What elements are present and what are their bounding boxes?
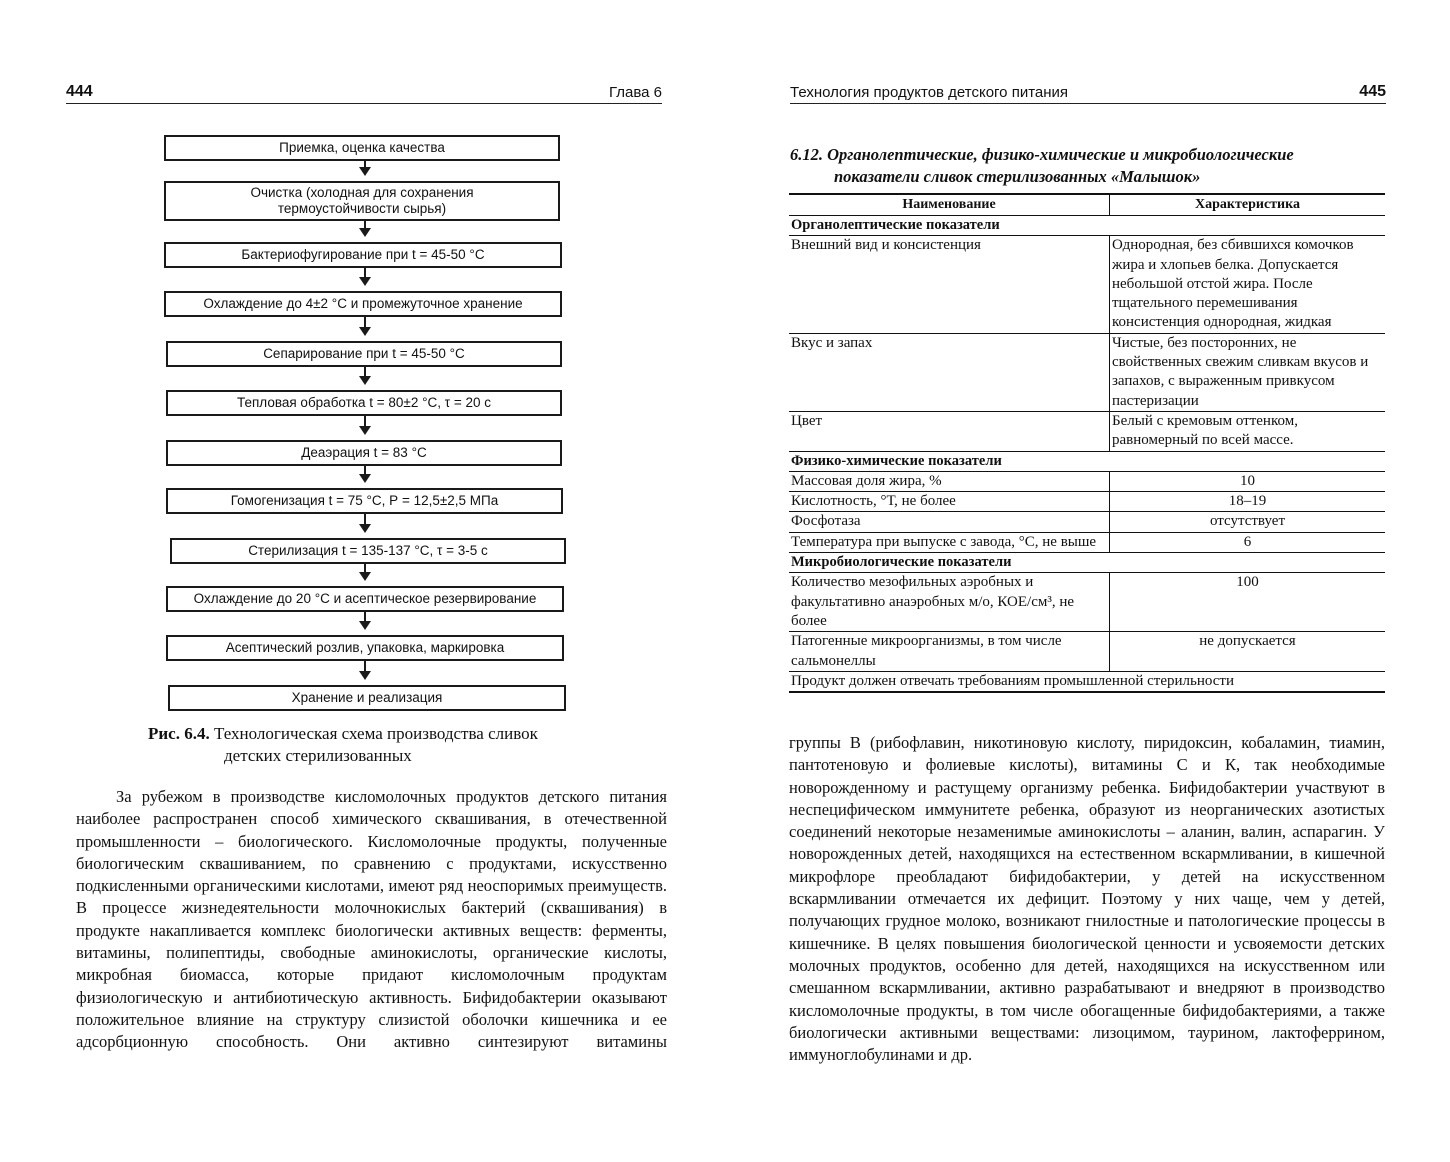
row-value-cell: отсутствует bbox=[1110, 512, 1386, 532]
left-body-text bbox=[76, 786, 667, 1054]
flow-arrow-icon bbox=[364, 317, 366, 334]
row-name-cell: Кислотность, °Т, не более bbox=[789, 492, 1110, 512]
flow-arrow-icon bbox=[364, 661, 366, 678]
row-value-cell: Чистые, без посторонних, не свойственных свежим сливкам вкусов и запахов, с выраженным привкусом пастеризации bbox=[1110, 333, 1386, 411]
flow-step-box bbox=[164, 291, 562, 317]
flow-arrow-icon bbox=[364, 367, 366, 383]
flow-step-box bbox=[164, 242, 562, 268]
header-name: Наименование bbox=[789, 194, 1110, 216]
table-row bbox=[789, 471, 1385, 491]
row-value-cell: Белый с кремовым оттенком, равномерный по всей массе. bbox=[1110, 411, 1386, 451]
row-name-cell: Внешний вид и консистенция bbox=[789, 236, 1110, 333]
row-name-cell: Массовая доля жира, % bbox=[789, 471, 1110, 491]
figure-caption-line2: детских стерилизованных bbox=[224, 746, 412, 765]
left-running-header bbox=[66, 79, 662, 104]
flow-step-box bbox=[164, 181, 560, 221]
flow-step-label: Сепарирование при t = 45-50 °С bbox=[263, 346, 465, 361]
table-caption bbox=[790, 144, 1386, 188]
flow-step-label: Тепловая обработка t = 80±2 °С, τ = 20 с bbox=[237, 395, 491, 410]
table-row bbox=[789, 333, 1385, 411]
flow-arrow-icon bbox=[364, 416, 366, 433]
table-row bbox=[789, 573, 1385, 632]
flow-step-label: Приемка, оценка качества bbox=[279, 140, 445, 155]
row-value-cell: 6 bbox=[1110, 532, 1386, 552]
table-body bbox=[789, 216, 1385, 693]
right-running-header bbox=[790, 79, 1386, 104]
figure-caption bbox=[148, 723, 618, 767]
table-footer-row bbox=[789, 671, 1385, 692]
row-name-cell: Количество мезофильных аэробных и факультативно анаэробных м/о, КОЕ/см³, не более bbox=[789, 573, 1110, 632]
flow-step-label: Гомогенизация t = 75 °С, Р = 12,5±2,5 МПа bbox=[230, 493, 499, 508]
flow-step-label: Стерилизация t = 135-137 °С, τ = 3-5 с bbox=[248, 543, 488, 558]
flow-step-box bbox=[166, 586, 564, 612]
flow-step-label: Асептический розлив, упаковка, маркировка bbox=[225, 640, 505, 655]
flow-step-label: Бактериофугирование при t = 45-50 °С bbox=[241, 247, 485, 262]
table-header-row bbox=[789, 194, 1385, 216]
section-title: Физико-химические показатели bbox=[789, 451, 1385, 471]
flow-arrow-icon bbox=[364, 564, 366, 579]
row-value-cell: 10 bbox=[1110, 471, 1386, 491]
right-page-number: 445 bbox=[1359, 83, 1386, 100]
flow-arrow-icon bbox=[364, 268, 366, 284]
table-row bbox=[789, 512, 1385, 532]
row-name-cell: Фосфотаза bbox=[789, 512, 1110, 532]
chapter-title: Глава 6 bbox=[608, 84, 662, 101]
flow-arrow-icon bbox=[364, 221, 366, 235]
row-name-cell: Вкус и запах bbox=[789, 333, 1110, 411]
flow-step-box bbox=[166, 440, 562, 466]
section-row bbox=[789, 451, 1385, 471]
flow-arrow-icon bbox=[364, 514, 366, 531]
table-row bbox=[789, 492, 1385, 512]
flow-step-label: Охлаждение до 4±2 °С и промежуточное хранение bbox=[203, 296, 523, 311]
row-value-cell: не допускается bbox=[1110, 632, 1386, 672]
header-characteristic: Характеристика bbox=[1110, 194, 1386, 216]
flow-step-box bbox=[166, 635, 564, 661]
left-page-number: 444 bbox=[66, 83, 93, 100]
running-title: Технология продуктов детского питания bbox=[790, 84, 1069, 101]
flow-step-box bbox=[164, 135, 560, 161]
flow-step-box bbox=[168, 685, 566, 711]
row-name-cell: Патогенные микроорганизмы, в том числе сальмонеллы bbox=[789, 632, 1110, 672]
flow-step-box bbox=[166, 341, 562, 367]
flow-step-label: Охлаждение до 20 °С и асептическое резервирование bbox=[193, 591, 537, 606]
flow-arrow-icon bbox=[364, 466, 366, 481]
flow-step-box bbox=[166, 488, 563, 514]
flow-step-label: термоустойчивости сырья) bbox=[277, 201, 447, 216]
right-body-text bbox=[789, 732, 1385, 1066]
row-name-cell: Цвет bbox=[789, 411, 1110, 451]
row-name-cell: Температура при выпуске с завода, °С, не выше bbox=[789, 532, 1110, 552]
table-footer-note: Продукт должен отвечать требованиям промышленной стерильности bbox=[789, 671, 1385, 692]
table-caption-line1: 6.12. Органолептические, физико-химические и микробиологические bbox=[790, 145, 1294, 164]
flow-arrow-icon bbox=[364, 161, 366, 174]
table-caption-line2: показатели сливок стерилизованных «Малышок» bbox=[834, 167, 1201, 186]
flow-arrow-icon bbox=[364, 612, 366, 628]
figure-caption-line1: Технологическая схема производства сливок bbox=[213, 724, 538, 743]
row-value-cell: 100 bbox=[1110, 573, 1386, 632]
flow-step-label: Хранение и реализация bbox=[291, 690, 443, 705]
specification-table bbox=[789, 193, 1385, 693]
table-row bbox=[789, 632, 1385, 672]
flow-step-label: Очистка (холодная для сохранения bbox=[250, 185, 474, 200]
flow-step-box bbox=[170, 538, 566, 564]
section-row bbox=[789, 553, 1385, 573]
paragraph: За рубежом в производстве кисломолочных продуктов детского питания наиболее распространен способ химического сквашивания, в отечественной промышленности – биологического. Кисломолочные продукты, полученные биологическим сквашиванием, по сравнению с продуктами, искусственно подкисленными органическими кислотами, имеют ряд неоспоримых преимуществ. В процессе жизнедеятельности молочнокислых бактерий (сквашивания) в продукте накапливается комплекс биологически активных веществ: ферменты, витамины, полипептиды, свободные аминокислоты, органические кислоты, микробная биомасса, которые придают кисломолочным продуктам физиологическую и антибиотическую активность. Бифидобактерии оказывают положительное влияние на структуру слизистой оболочки кишечника и ее адсорбционную способность. Они активно синтезируют витамины bbox=[76, 787, 667, 1052]
paragraph: группы В (рибофлавин, никотиновую кислоту, пиридоксин, кобаламин, тиамин, пантотеновую и фолиевые кислоты), витамины С и К, так необходимые новорожденному и растущему организму ребенка. Бифидобактерии участвуют в неспецифическом иммунитете ребенка, образуют из неорганических азотистых соединений некоторые незаменимые аминокислоты – аланин, валин, аспарагин. У новорожденных детей, находящихся на естественном вскармливании, в кишечной микрофлоре преобладают бифидобактерии, у детей на искусственном вскармливании отмечается их дефицит. Поэтому у них чаще, чем у детей, получающих грудное молоко, возникают гнилостные и патологические процессы в кишечнике. В целях повышения биологической ценности и усвояемости детских молочных продуктов, особенно для детей, находящихся на искусственном или смешанном вскармливании, активно разрабатывают и внедряют в производство кисломолочные продукты, в том числе обогащенные бифидобактериями, а также биологически активными веществами: лизоцимом, таурином, лактоферрином, иммуноглобулинами и др. bbox=[789, 733, 1385, 1065]
figure-label: Рис. 6.4. bbox=[148, 724, 210, 743]
table-row bbox=[789, 411, 1385, 451]
flow-step-label: Деаэрация t = 83 °С bbox=[301, 445, 427, 460]
row-value-cell: Однородная, без сбившихся комочков жира и хлопьев белка. Допускается небольшой отстой жира. После тщательного перемешивания консистенция однородная, жидкая bbox=[1110, 236, 1386, 333]
table-row bbox=[789, 236, 1385, 333]
table-row bbox=[789, 532, 1385, 552]
row-value-cell: 18–19 bbox=[1110, 492, 1386, 512]
flow-step-box bbox=[166, 390, 562, 416]
section-title: Микробиологические показатели bbox=[789, 553, 1385, 573]
section-row bbox=[789, 216, 1385, 236]
section-title: Органолептические показатели bbox=[789, 216, 1385, 236]
